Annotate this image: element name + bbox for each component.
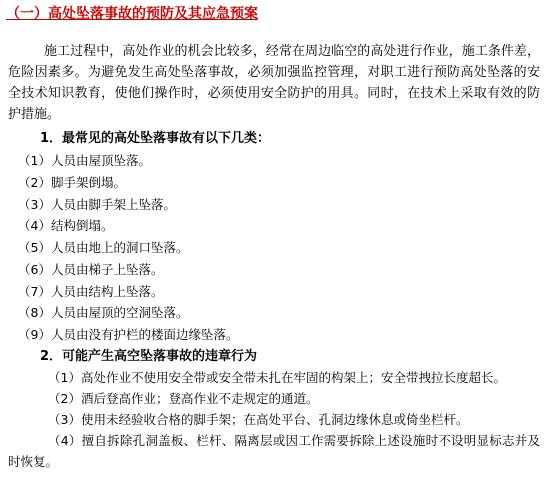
list-item: （2）酒后登高作业；登高作业不走规定的通道。 xyxy=(48,391,319,406)
section-title: （一）高处坠落事故的预防及其应急预案 xyxy=(6,6,258,22)
violations-heading: 2．可能产生高空坠落事故的违章行为 xyxy=(40,349,258,364)
list-item: （6）人员由梯子上坠落。 xyxy=(18,261,164,277)
list-item: （4）结构倒塌。 xyxy=(18,218,114,234)
common-types-heading: 1．最常见的高处坠落事故有以下几类： xyxy=(40,131,271,146)
list-item: （5）人员由地上的洞口坠落。 xyxy=(18,240,189,255)
list-item: （7）人员由结构上坠落。 xyxy=(18,283,164,299)
intro-paragraph: 施工过程中，高处作业的机会比较多，经常在周边临空的高处进行作业，施工条件差，危险因素多。为避免发生高处坠落事故，必须加强监控管理，对职工进行预防高处坠落的安全技术知识教育，使他们操作时，必须使用安全防护的用具。同时，在技术上采取有效的防护措施。 xyxy=(8,44,540,122)
list-item: （4）擅自拆除孔洞盖板、栏杆、隔离层或因工作需要拆除上述设施时不设明显标志并及时恢复。 xyxy=(8,433,540,469)
list-item: （8）人员由屋顶的空洞坠落。 xyxy=(18,305,189,321)
list-item: （2）脚手架倒塌。 xyxy=(18,174,126,190)
common-types-list xyxy=(18,150,238,346)
list-item: （3）使用未经验收合格的脚手架；在高处平台、孔洞边缘休息或倚坐栏杆。 xyxy=(48,412,469,427)
list-item: （1）人员由屋顶坠落。 xyxy=(18,153,151,168)
list-item: （1）高处作业不使用安全带或安全带未扎在牢固的构架上；安全带拽拉长度超长。 xyxy=(48,370,506,385)
violations-list xyxy=(8,367,540,472)
list-item: （9）人员由没有护栏的楼面边缘坠落。 xyxy=(18,327,239,342)
list-item: （3）人员由脚手架上坠落。 xyxy=(18,196,176,212)
